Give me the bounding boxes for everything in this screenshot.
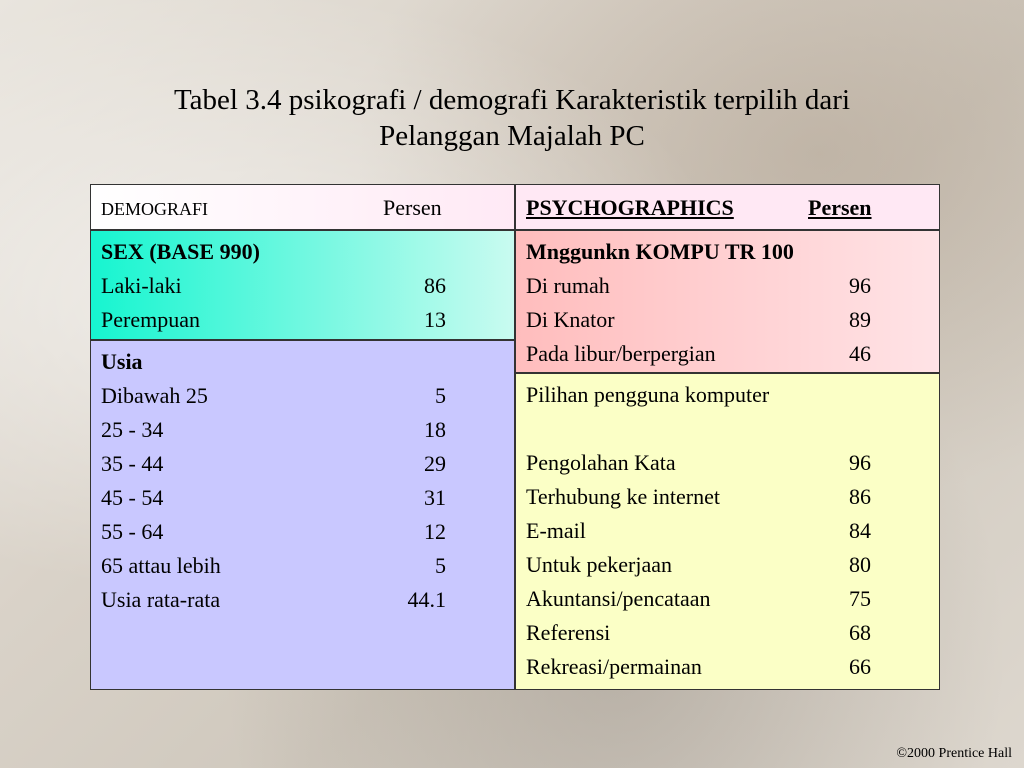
copyright-notice: ©2000 Prentice Hall [896, 746, 1012, 761]
header-demografi-persen: Persen [383, 195, 442, 220]
sex-block [90, 230, 515, 340]
table-row: E-mail 84 [526, 518, 871, 543]
spacer [526, 412, 929, 446]
table-row: Rekreasi/permainan 66 [526, 654, 871, 679]
table-row: Akuntansi/pencataan 75 [526, 586, 871, 611]
table-row: Di Knator 89 [526, 307, 871, 332]
computer-usage-block [515, 230, 940, 373]
title-line-1: Tabel 3.4 psikografi / demografi Karakteristik terpilih dari [173, 84, 851, 116]
table-row: 55 - 64 12 [101, 519, 446, 544]
sex-heading: SEX (BASE 990) [101, 239, 260, 264]
table-row: Untuk pekerjaan 80 [526, 552, 871, 577]
table-row: Di rumah 96 [526, 273, 871, 298]
table-row: 35 - 44 29 [101, 451, 446, 476]
header-psychographics-label: PSYCHOGRAPHICS [526, 195, 734, 220]
header-psychographics-persen: Persen [808, 195, 872, 220]
computer-heading: Mnggunkn KOMPU TR 100 [526, 239, 794, 264]
table-row: Referensi 68 [526, 620, 871, 645]
header-demografi-label: DEMOGRAFI [101, 199, 209, 219]
table-row: Usia rata-rata 44.1 [101, 587, 446, 612]
table-row: Perempuan 13 [101, 307, 446, 332]
table-row: Laki-laki 86 [101, 273, 446, 298]
table-row: Pada libur/berpergian 46 [526, 341, 871, 366]
pilihan-heading: Pilihan pengguna komputer [526, 382, 770, 407]
header-demografi [90, 184, 515, 230]
slide-title [0, 82, 1024, 154]
pilihan-block [515, 373, 940, 690]
title-line-2: Pelanggan Majalah PC [379, 120, 645, 152]
table-row: Terhubung ke internet 86 [526, 484, 871, 509]
usia-heading: Usia [101, 349, 143, 374]
header-psychographics [515, 184, 940, 230]
table-row: 25 - 34 18 [101, 417, 446, 442]
table-row: 45 - 54 31 [101, 485, 446, 510]
table-row: 65 attau lebih 5 [101, 553, 446, 578]
table-row: Pengolahan Kata 96 [526, 450, 871, 475]
table-row: Dibawah 25 5 [101, 383, 446, 408]
usia-block [90, 340, 515, 690]
